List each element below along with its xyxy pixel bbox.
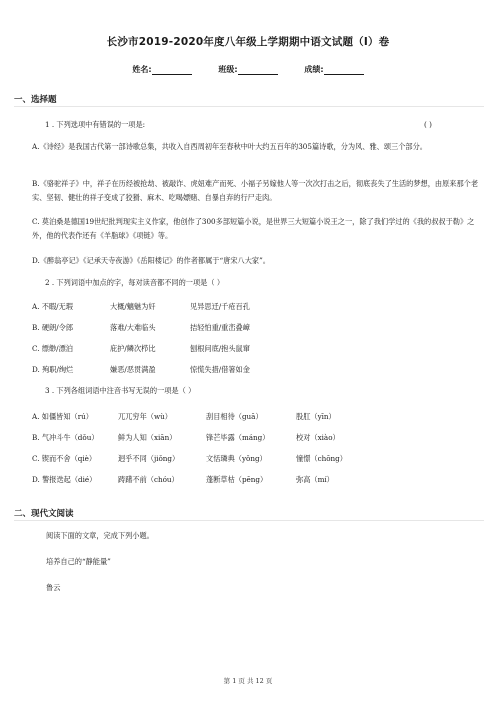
class-field[interactable] [218, 64, 277, 75]
option-part: C. 缥缈/漂泊 [32, 344, 73, 353]
option-part: 弥高（mí） [296, 475, 334, 484]
score-blank[interactable] [324, 66, 364, 75]
score-field[interactable] [304, 64, 363, 75]
score-label: 成绩: [304, 65, 324, 74]
option-part: 刨根问底/抱头鼠窜 [190, 344, 250, 353]
question-1-option-d: D.《醉翁亭记》《记承天寺夜游》《岳阳楼记》的作者都属于“唐宋八大家”。 [32, 256, 270, 265]
name-field[interactable] [132, 64, 191, 75]
question-1-answer-paren: ( ) [424, 120, 432, 129]
reading-instruction: 阅读下面的文章，完成下列小题。 [46, 531, 154, 540]
article-title: 培养自己的“静能量” [46, 557, 111, 566]
option-part: 庇护/鳞次栉比 [110, 344, 156, 353]
name-label: 姓名: [132, 65, 152, 74]
option-part: 锋芒毕露（máng） [206, 433, 270, 442]
page-title: 长沙市2019-2020年度八年级上学期期中语文试题（I）卷 [106, 36, 390, 48]
class-blank[interactable] [238, 66, 278, 75]
section-divider [14, 520, 484, 521]
option-part: 迥乎不同（jiǒng） [118, 454, 180, 463]
option-part: B. 硬朗/令郎 [32, 323, 74, 332]
option-part: D. 警报迭起（dié） [32, 475, 97, 484]
question-2-stem: 2 . 下列词语中加点的字，每对读音都不同的一项是（ ） [45, 278, 225, 287]
student-info-row [0, 64, 496, 75]
option-part: D. 殉职/绚烂 [32, 365, 74, 374]
option-part: 文恬璘典（yǒng） [206, 454, 267, 463]
option-part: 蓬断草枯（pēng） [206, 475, 268, 484]
option-part: 见异思迁/千疮百孔 [190, 302, 250, 311]
question-3-stem: 3 . 下列各组词语中注音书写无误的一项是（ ） [45, 386, 196, 395]
option-part: 刮目相待（guā） [206, 412, 263, 421]
option-part: C. 锲而不舍（qiè） [32, 454, 97, 463]
option-part: 大概/魑魅为奸 [110, 302, 156, 311]
question-1-option-a: A.《诗经》是我国古代第一部诗歌总集，共收入自西周初年至春秋中叶大约五百年的305篇诗歌，分为风、雅、颂三个部分。 [32, 142, 427, 151]
option-part: B. 气冲斗牛（dǒu） [32, 433, 99, 442]
question-1-stem: 1 . 下列选项中有错误的一项是: [45, 120, 146, 129]
option-part: A. 如僵皆知（rú） [32, 412, 93, 421]
class-label: 班级: [218, 65, 238, 74]
option-part: 踌躇不前（chóu） [118, 475, 179, 484]
option-part: 嫌恶/恶贯满盈 [110, 365, 156, 374]
section-heading-reading: 二、现代文阅读 [14, 509, 74, 519]
option-part: 校对（xiào） [296, 433, 340, 442]
option-part: 兀兀穷年（wù） [118, 412, 172, 421]
option-part: 拮轻怕重/重峦叠嶂 [190, 323, 250, 332]
name-blank[interactable] [152, 66, 192, 75]
page-number: 第 1 页 共 12 页 [223, 677, 273, 685]
option-part: 憧憬（chōng） [296, 454, 347, 463]
option-part: A. 不暇/无瑕 [32, 302, 73, 311]
option-part: 鲜为人知（xiān） [118, 433, 177, 442]
option-part: 落难/大难临头 [110, 323, 156, 332]
section-divider [14, 106, 484, 107]
section-heading-choice: 一、选择题 [14, 95, 57, 105]
question-1-option-b: B.《骆驼祥子》中，祥子在历经被抢劫、被敲诈、虎妞难产而死、小福子另嫁他人等一次次打击之后，彻底丧失了生活的梦想，由原来那个老实、坚韧、健壮的祥子变成了狡猾、麻木、吃喝嫖赌、自暴自弃的行尸走肉。 [32, 179, 479, 202]
article-author: 鲁云 [46, 583, 61, 592]
option-part: 惊慌失措/借箸如金 [190, 365, 250, 374]
option-part: 股肛（yīn） [296, 412, 336, 421]
question-1-option-c: C. 莫泊桑是德国19世纪批判现实主义作家，他创作了300多部短篇小说，是世界三大短篇小说王之一，除了我们学过的《我的叔叔于勒》之外，他的代表作还有《羊脂球》《项链》等。 [32, 217, 475, 240]
